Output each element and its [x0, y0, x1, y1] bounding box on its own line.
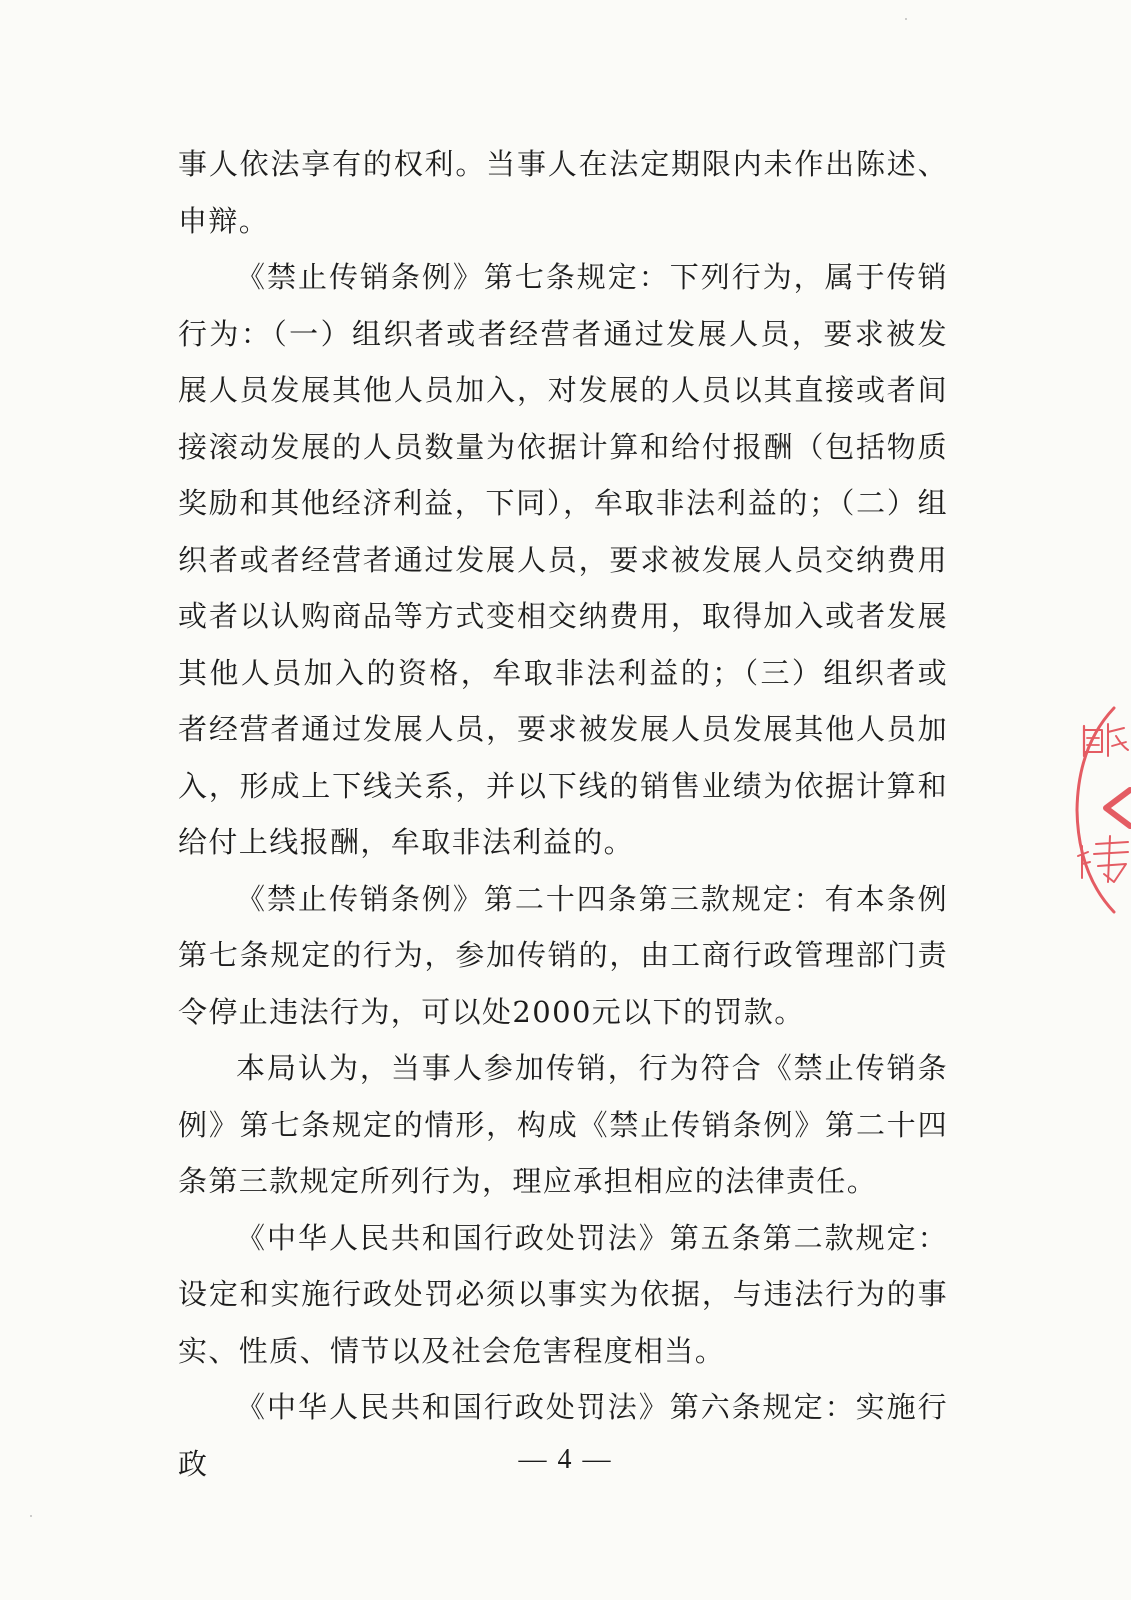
document-body [178, 136, 948, 1492]
paragraph-2: 《禁止传销条例》第七条规定：下列行为，属于传销行为：（一）组织者或者经营者通过发展人员，要求被发展人员发展其他人员加入，对发展的人员以其直接或者间接滚动发展的人员数量为依据计算和给付报酬（包括物质奖励和其他经济利益，下同），牟取非法利益的；（二）组织者或者经营者通过发展人员，要求被发展人员交纳费用或者以认购商品等方式变相交纳费用，取得加入或者发展其他人员加入的资格，牟取非法利益的；（三）组织者或者经营者通过发展人员，要求被发展人员发展其他人员加入，形成上下线关系，并以下线的销售业绩为依据计算和给付上线报酬，牟取非法利益的。 [178, 260, 948, 859]
scan-speck [30, 1515, 32, 1517]
page-number: — 4 — [518, 1444, 613, 1475]
paragraph-5: 《中华人民共和国行政处罚法》第五条第二款规定：设定和实施行政处罚必须以事实为依据，与违法行为的事实、性质、情节以及社会危害程度相当。 [178, 1220, 948, 1368]
paragraph-3: 《禁止传销条例》第二十四条第三款规定：有本条例第七条规定的行为，参加传销的，由工商行政管理部门责令停止违法行为，可以处2000元以下的罚款。 [178, 881, 948, 1029]
paragraph-4: 本局认为，当事人参加传销，行为符合《禁止传销条例》第七条规定的情形，构成《禁止传销条例》第二十四条第三款规定所列行为，理应承担相应的法律责任。 [178, 1051, 948, 1198]
official-seal-stamp [1074, 706, 1131, 914]
paragraph-6: 《中华人民共和国行政处罚法》第六条规定：实施行政 [178, 1390, 948, 1481]
paragraph-1: 事人依法享有的权利。当事人在法定期限内未作出陈述、申辩。 [178, 147, 948, 238]
seal-graphic [1074, 706, 1131, 914]
scan-speck [905, 18, 907, 20]
